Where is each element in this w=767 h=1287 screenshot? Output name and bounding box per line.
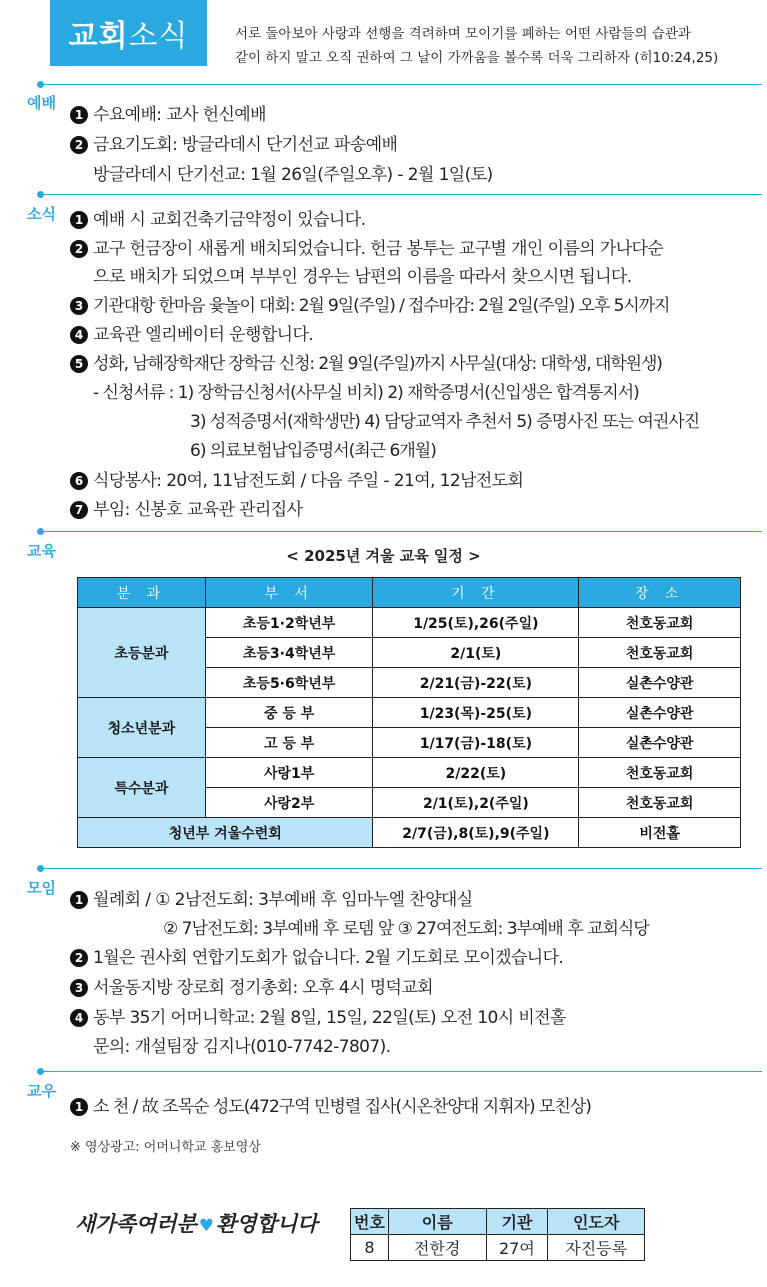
number-badge: 1 (70, 211, 88, 229)
worship-item-2-detail: 방글라데시 단기선교: 1월 26일(주일오후) - 2월 1일(토) (93, 165, 493, 185)
table-row: 사랑2부 2/1(토),2(주일) 천호동교회 (78, 788, 741, 818)
table-row: 8 전한경 27여 자진등록 (351, 1235, 645, 1261)
divider (40, 84, 762, 85)
divider (40, 868, 762, 869)
number-badge: 2 (70, 949, 88, 967)
divider (40, 1071, 762, 1072)
members-item-1: 1 소 천 / 故 조목순 성도(472구역 민병렬 집사(시온찬양대 지휘자) 모친상) (70, 1092, 591, 1117)
video-ad-note: ※ 영상광고: 어머니학교 홍보영상 (70, 1140, 261, 1155)
table-row: 특수분과 사랑1부 2/22(토) 천호동교회 (78, 758, 741, 788)
section-title-box (50, 0, 207, 66)
verse-line-1: 서로 돌아보아 사랑과 선행을 격려하며 모이기를 폐하는 어떤 사람들의 습관과 (235, 26, 691, 42)
meetings-item-4-cont: 문의: 개설팀장 김지나(010-7742-7807). (93, 1037, 391, 1057)
worship-item-2: 2 금요기도회: 방글라데시 단기선교 파송예배 (70, 130, 397, 155)
number-badge: 5 (70, 355, 88, 373)
table-row: 고 등 부 1/17(금)-18(토) 실촌수양관 (78, 728, 741, 758)
section-title-bold: 교회 (68, 19, 129, 54)
label-meetings: 모임 (27, 879, 56, 897)
news-item-5-docs-2: 3) 성적증명서(재학생만) 4) 담당교역자 추천서 5) 증명사진 또는 여권사진 (190, 412, 700, 432)
news-item-6: 6 식당봉사: 20여, 11남전도회 / 다음 주일 - 21여, 12남전도회 (70, 466, 523, 491)
label-education: 교육 (27, 542, 56, 560)
number-badge: 1 (70, 891, 88, 909)
number-badge: 1 (70, 1098, 88, 1116)
meetings-item-4: 4 동부 35기 어머니학교: 2월 8일, 15일, 22일(토) 오전 10시 비전홀 (70, 1003, 566, 1028)
header-place: 장 소 (579, 578, 741, 608)
group-cell: 초등분과 (78, 608, 206, 698)
table-header-row: 번호 이름 기관 인도자 (351, 1209, 645, 1235)
group-cell: 청소년분과 (78, 698, 206, 758)
news-item-7: 7 부임: 신봉호 교육관 관리집사 (70, 495, 302, 520)
number-badge: 4 (70, 326, 88, 344)
number-badge: 2 (70, 136, 88, 154)
table-row: 초등5·6학년부 2/21(금)-22(토) 실촌수양관 (78, 668, 741, 698)
number-badge: 4 (70, 1009, 88, 1027)
table-header-row (78, 578, 741, 608)
education-schedule-table (77, 577, 741, 848)
news-item-3: 3 기관대항 한마음 윷놀이 대회: 2월 9일(주일) / 접수마감: 2월 2일(주일) 오후 5시까지 (70, 291, 669, 316)
table-row: 초등분과 초등1·2학년부 1/25(토),26(주일) 천호동교회 (78, 608, 741, 638)
number-badge: 1 (70, 106, 88, 124)
meetings-item-2: 2 1월은 권사회 연합기도회가 없습니다. 2월 기도회로 모이겠습니다. (70, 943, 563, 968)
header-period: 기 간 (373, 578, 579, 608)
number-badge: 3 (70, 979, 88, 997)
section-title-light: 소식 (128, 19, 189, 54)
divider (40, 194, 762, 195)
news-item-5-docs-1: - 신청서류 : 1) 장학금신청서(사무실 비치) 2) 재학증명서(신입생은 합격통지서) (93, 383, 639, 403)
news-item-2: 2 교구 헌금장이 새롭게 배치되었습니다. 헌금 봉투는 교구별 개인 이름의 가나다순 (70, 234, 663, 259)
table-row: 청년부 겨울수련회 2/7(금),8(토),9(주일) 비전홀 (78, 818, 741, 848)
group-cell: 특수분과 (78, 758, 206, 818)
news-item-5: 5 성화, 남해장학재단 장학금 신청: 2월 9일(주일)까지 사무실(대상: 대학생, 대학원생) (70, 349, 662, 374)
number-badge: 6 (70, 472, 88, 490)
group-cell: 청년부 겨울수련회 (78, 818, 373, 848)
header-division: 분 과 (78, 578, 206, 608)
number-badge: 7 (70, 501, 88, 519)
table-row: 청소년분과 중 등 부 1/23(목)-25(토) 실촌수양관 (78, 698, 741, 728)
meetings-item-1-cont: ② 7남전도회: 3부예배 후 로뎀 앞 ③ 27여전도회: 3부예배 후 교회식당 (163, 919, 649, 939)
verse-line-2: 같이 하지 말고 오직 권하여 그 날이 가까움을 볼수록 더욱 그리하자 (히10:24,25) (235, 50, 719, 66)
number-badge: 3 (70, 297, 88, 315)
welcome-message: 새가족여러분 ♥환영합니다 (75, 1211, 318, 1236)
label-news: 소식 (27, 205, 56, 223)
label-members: 교우 (27, 1082, 56, 1100)
schedule-title: < 2025년 겨울 교육 일정 > (286, 547, 481, 565)
new-member-table (350, 1208, 645, 1261)
heart-icon: ♥ (198, 1216, 214, 1236)
table-row: 초등3·4학년부 2/1(토) 천호동교회 (78, 638, 741, 668)
bible-verse (235, 22, 745, 70)
meetings-item-3: 3 서울동지방 장로회 정기총회: 오후 4시 명덕교회 (70, 973, 433, 998)
worship-item-1: 1 수요예배: 교사 헌신예배 (70, 100, 266, 125)
news-item-2-cont: 으로 배치가 되었으며 부부인 경우는 남편의 이름을 따라서 찾으시면 됩니다. (93, 267, 632, 287)
header-department: 부 서 (205, 578, 373, 608)
news-item-4: 4 교육관 엘리베이터 운행합니다. (70, 320, 313, 345)
news-item-1: 1 예배 시 교회건축기금약정이 있습니다. (70, 205, 365, 230)
news-item-5-docs-3: 6) 의료보험납입증명서(최근 6개월) (190, 441, 436, 461)
label-worship: 예배 (27, 94, 56, 112)
divider (40, 531, 762, 532)
number-badge: 2 (70, 240, 88, 258)
meetings-item-1: 1 월례회 / ① 2남전도회: 3부예배 후 임마누엘 찬양대실 (70, 885, 473, 910)
